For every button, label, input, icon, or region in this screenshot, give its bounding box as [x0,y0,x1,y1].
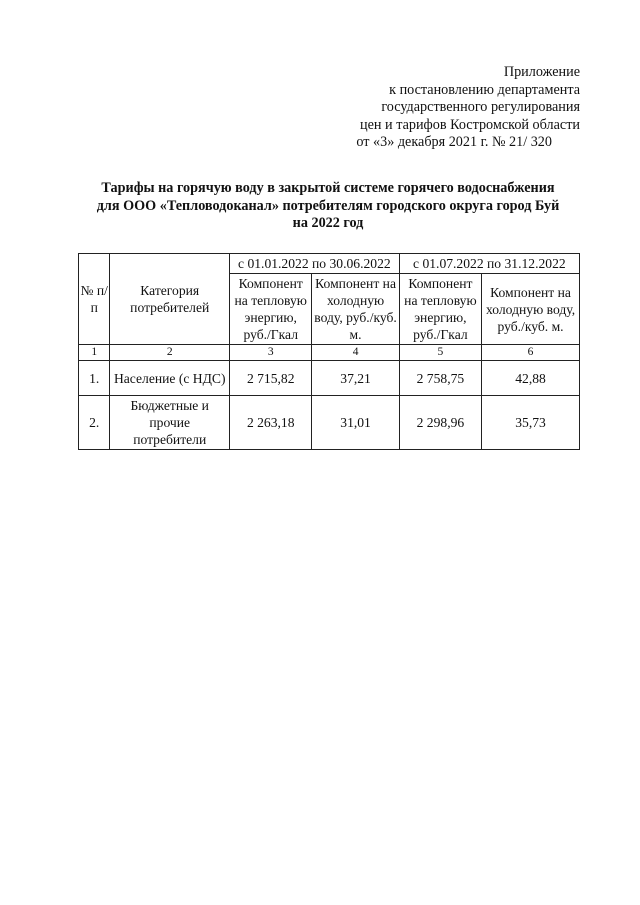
title-line-2: для ООО «Тепловодоканал» потребителям городского округа город Буй [96,197,560,214]
header-comp-heat-2: Компонент на тепловую энергию, руб./Гкал [399,274,481,345]
row-value-heat-1: 2 263,18 [230,396,312,450]
header-comp-cold-2: Компонент на холодную воду, руб./куб. м. [482,274,580,345]
row-value-heat-2: 2 298,96 [399,396,481,450]
col-index-6: 6 [482,345,580,361]
appendix-line-1: Приложение [503,64,580,80]
title-line-1: Тарифы на горячую воду в закрытой системе горячего водоснабжения [101,180,555,196]
row-value-heat-2: 2 758,75 [399,361,481,396]
appendix-line-3: государственного регулирования [381,99,580,116]
tariff-table [78,253,580,450]
header-category: Категория потребителей [110,254,230,345]
appendix-line-4: цен и тарифов Костромской области [360,116,580,133]
row-category: Население (с НДС) [110,361,230,396]
table-row [79,361,580,396]
header-period-1: с 01.01.2022 по 30.06.2022 [230,254,400,274]
col-index-4: 4 [312,345,399,361]
appendix-line-2: к постановлению департамента [389,81,580,98]
row-value-cold-2: 42,88 [482,361,580,396]
appendix-block [356,64,580,152]
col-index-1: 1 [79,345,110,361]
col-index-3: 3 [230,345,312,361]
appendix-line-5: от «3» декабря 2021 г. № 21/ 320 [356,134,552,151]
row-value-cold-1: 31,01 [312,396,399,450]
column-index-row [79,345,580,361]
col-index-5: 5 [399,345,481,361]
table-row [79,396,580,450]
header-period-2: с 01.07.2022 по 31.12.2022 [399,254,579,274]
row-value-cold-1: 37,21 [312,361,399,396]
row-num: 1. [79,361,110,396]
title-line-3: на 2022 год [292,215,364,232]
row-category: Бюджетные и прочие потребители [110,396,230,450]
col-index-2: 2 [110,345,230,361]
header-comp-heat-1: Компонент на тепловую энергию, руб./Гкал [230,274,312,345]
header-row-1 [79,254,580,274]
header-num: № п/п [79,254,110,345]
row-value-heat-1: 2 715,82 [230,361,312,396]
row-value-cold-2: 35,73 [482,396,580,450]
row-num: 2. [79,396,110,450]
document-title [70,180,586,233]
header-comp-cold-1: Компонент на холодную воду, руб./куб. м. [312,274,399,345]
